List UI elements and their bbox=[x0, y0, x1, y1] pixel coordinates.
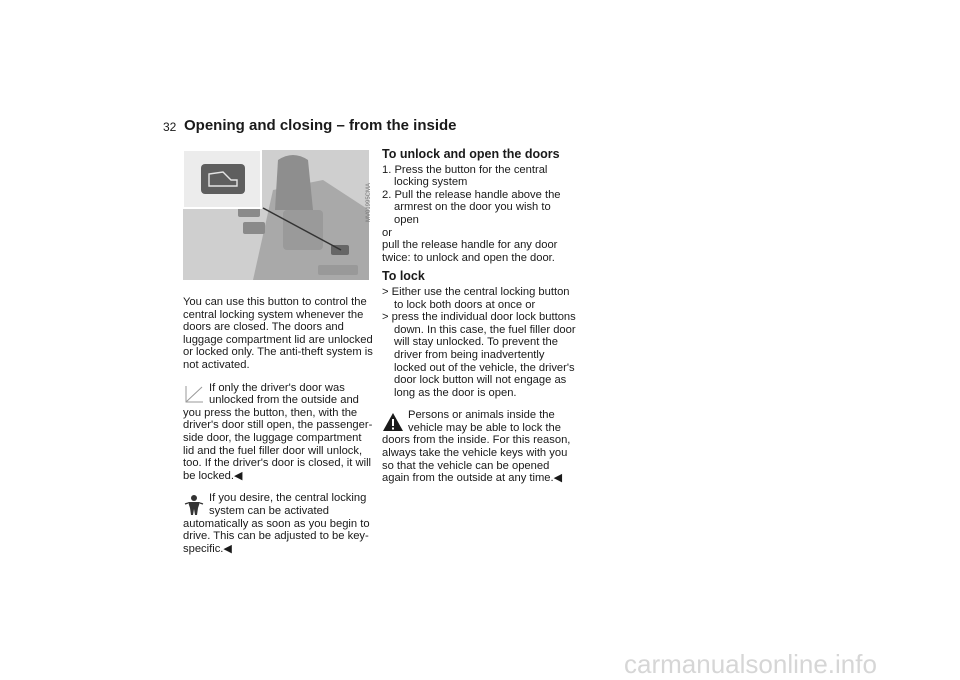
tip-block bbox=[183, 492, 373, 555]
bullet-mark: > bbox=[382, 285, 389, 298]
person-icon bbox=[183, 494, 205, 516]
tip-text: If you desire, the central locking system can be activated automatically as soon as you begin to drive. This can be adjusted to be key-specific. bbox=[183, 492, 370, 555]
page-title: Opening and closing – from the inside bbox=[184, 117, 457, 134]
left-column bbox=[183, 296, 373, 555]
unlock-step: 1. Press the button for the central locking system bbox=[382, 163, 548, 189]
lock-item bbox=[382, 286, 578, 311]
page-number: 32 bbox=[163, 120, 177, 134]
warning-text: Persons or animals inside the vehicle may be able to lock the doors from the inside. For this reason, always take the vehicle keys with you so that the vehicle can be opened again from the outside at any time. bbox=[382, 409, 571, 485]
intro-paragraph: You can use this button to control the central locking system whenever the doors are closed. The doors and luggage compartment lid are unlocked or locked only. The anti-theft system is not activated. bbox=[183, 296, 373, 371]
unlock-steps bbox=[382, 164, 578, 227]
lock-item-text: Either use the central locking button to lock both doors at once or bbox=[391, 285, 570, 311]
note-icon bbox=[183, 384, 205, 406]
note-block bbox=[183, 382, 373, 483]
bullet-mark: > bbox=[382, 311, 389, 324]
warning-block bbox=[382, 409, 578, 485]
note-text: If only the driver's door was unlocked from the outside and you press the button, then, with the driver's door still open, the passenger-side door, the luggage compartment lid and the fuel filler door will unlock, too. If the driver's door is closed, it will be locked. bbox=[183, 381, 373, 482]
unlock-step: 2. Pull the release handle above the armrest on the door you wish to open bbox=[382, 188, 561, 226]
right-column bbox=[382, 148, 578, 485]
end-mark: ◀ bbox=[553, 472, 563, 485]
unlock-heading: To unlock and open the doors bbox=[382, 147, 560, 161]
alt-unlock-text: pull the release handle for any door twice: to unlock and open the door. bbox=[382, 239, 558, 264]
central-locking-figure bbox=[183, 150, 369, 280]
figure-code: MV01995CMA bbox=[366, 182, 372, 222]
or-text: or bbox=[382, 226, 392, 239]
lock-item-text: press the individual door lock buttons down. In this case, the fuel filler door will stay unlocked. To prevent the driver from being inadvertently locked out of the vehicle, the driver's door lock button will not engage as long as the door is open. bbox=[391, 311, 576, 399]
end-mark: ◀ bbox=[234, 469, 243, 482]
lock-list bbox=[382, 286, 578, 399]
lock-heading: To lock bbox=[382, 269, 425, 284]
warning-icon bbox=[382, 411, 404, 433]
lock-item bbox=[382, 311, 578, 399]
watermark: carmanualsonline.info bbox=[624, 649, 877, 679]
end-mark: ◀ bbox=[223, 542, 233, 555]
console-illustration bbox=[183, 150, 369, 280]
